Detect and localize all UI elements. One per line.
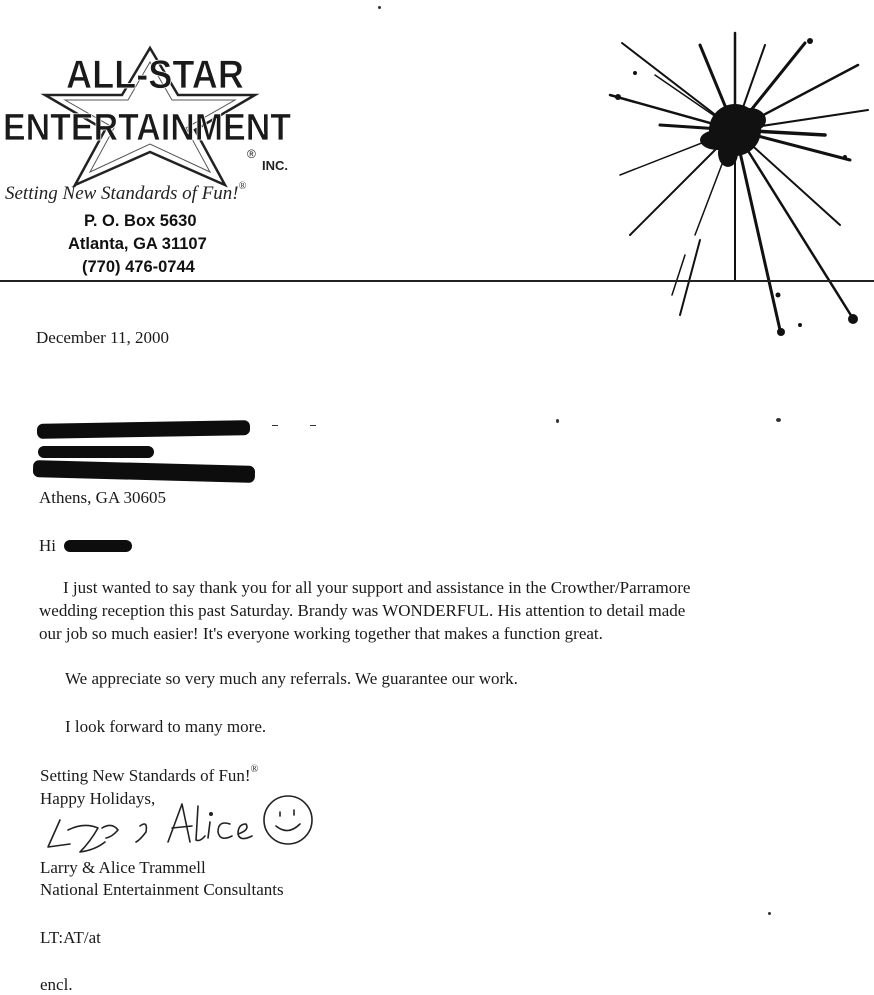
city-state: Atlanta, GA 31107: [68, 235, 207, 253]
ink-splatter-graphic: [600, 25, 874, 345]
closing-tagline-mark: ®: [250, 764, 259, 775]
letterhead-tagline: [5, 183, 246, 205]
letter-date: December 11, 2000: [36, 328, 169, 347]
signer-title: National Entertainment Consultants: [40, 880, 284, 899]
logo-line1: ALL-STAR: [66, 53, 245, 97]
paragraph-1-line-3: our job so much easier! It's everyone working together that makes a function great.: [39, 624, 603, 643]
company-logo: [0, 40, 300, 190]
letterhead-tagline-text: Setting New Standards of Fun!: [5, 183, 239, 204]
speck: [768, 912, 771, 915]
enclosure-notation: encl.: [40, 975, 73, 994]
phone-number: (770) 476-0744: [82, 258, 195, 276]
speck: [776, 418, 781, 422]
redacted-recipient-name: [64, 540, 132, 552]
paragraph-1-line-1: I just wanted to say thank you for all your support and assistance in the Crowther/Parramore: [63, 578, 691, 597]
logo-inc: INC.: [262, 158, 288, 173]
letterhead-divider: [0, 280, 874, 282]
po-box: P. O. Box 5630: [84, 212, 197, 230]
logo-line2: ENTERTAINMENT: [3, 107, 291, 149]
speck: [378, 6, 381, 9]
redacted-recipient-line-2: [38, 446, 154, 458]
paragraph-1: [39, 576, 829, 645]
stray-mark: [310, 425, 316, 426]
letterhead-tagline-mark: ®: [238, 181, 247, 192]
reference-initials: LT:AT/at: [40, 928, 101, 947]
paragraph-3: I look forward to many more.: [65, 717, 267, 736]
handwritten-signature: [40, 792, 330, 862]
speck: [556, 419, 559, 423]
paragraph-2: We appreciate so very much any referrals. We guarantee our work.: [65, 669, 518, 688]
stray-mark: [272, 425, 278, 426]
signer-names: Larry & Alice Trammell: [40, 858, 206, 877]
logo-registered-mark: ®: [247, 147, 256, 161]
redacted-recipient-line-3: [33, 460, 255, 483]
greeting: Hi: [39, 536, 56, 555]
closing: Happy Holidays,: [40, 789, 156, 808]
closing-tagline-text: Setting New Standards of Fun!: [40, 766, 251, 785]
paragraph-1-line-2: wedding reception this past Saturday. Brandy was WONDERFUL. His attention to detail made: [39, 601, 686, 620]
recipient-city: Athens, GA 30605: [39, 488, 167, 507]
closing-tagline: [40, 766, 258, 786]
redacted-recipient-line-1: [37, 420, 250, 439]
